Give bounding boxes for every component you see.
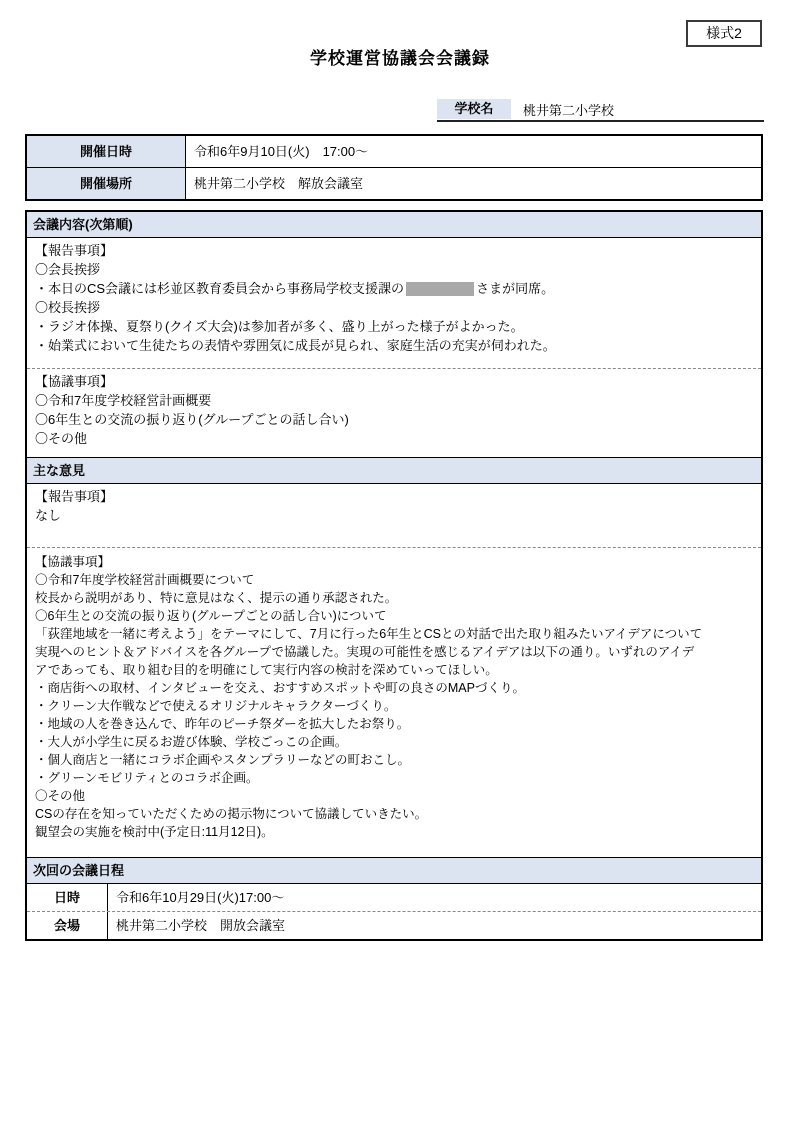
opinion-line: 〇6年生との交流の振り返り(グループごとの話し合い)について — [35, 609, 387, 623]
attendee-text-post: さまが同席。 — [476, 281, 555, 296]
minutes-table — [25, 210, 763, 941]
opinion-line: ・商店街への取材、インタビューを交え、おすすめスポットや町の良さのMAPづくり。 — [35, 681, 525, 695]
redacted-name-box — [406, 282, 474, 296]
meeting-datetime-value: 令和6年9月10日(火) 17:00～ — [194, 144, 369, 159]
opinions-discussion-cell — [27, 548, 761, 857]
opinion-line: 〇令和7年度学校経営計画概要について — [35, 573, 255, 587]
opinion-line: 実現へのヒント＆アドバイスを各グループで協議した。実現の可能性を感じるアイデアは以下の通り。いずれのアイデ — [35, 645, 695, 659]
report-heading: 【報告事項】 — [35, 243, 114, 258]
agenda-line: 〇令和7年度学校経営計画概要 — [35, 393, 212, 408]
meeting-place-value: 桃井第二小学校 解放会議室 — [194, 176, 364, 191]
table-row — [27, 168, 761, 199]
agenda-line: 〇6年生との交流の振り返り(グループごとの話し合い) — [35, 412, 349, 427]
form-number-label: 様式2 — [706, 25, 742, 41]
agenda-line: 〇会長挨拶 — [35, 262, 101, 277]
meeting-datetime-label: 開催日時 — [27, 136, 186, 167]
opinion-line: 観望会の実施を検討中(予定日:11月12日)。 — [35, 825, 274, 839]
opinion-line: なし — [35, 508, 62, 523]
form-number-box — [686, 20, 762, 47]
opinion-line: ・大人が小学生に戻るお遊び体験、学校ごっこの企画。 — [35, 735, 348, 749]
next-datetime-label: 日時 — [27, 884, 108, 911]
table-row — [27, 912, 761, 939]
school-name-row — [437, 98, 764, 122]
meeting-place-label: 開催場所 — [27, 168, 186, 199]
next-venue-value: 桃井第二小学校 開放会議室 — [116, 918, 286, 933]
agenda-line: ・始業式において生徒たちの表情や雰囲気に成長が見られ、家庭生活の充実が伺われた。 — [35, 338, 556, 353]
opinion-line: 「荻窪地域を一緒に考えよう」をテーマにして、7月に行った6年生とCSとの対話で出た取り組みたいアイデアについて — [35, 627, 703, 641]
report-heading: 【報告事項】 — [35, 489, 114, 504]
opinion-line: CSの存在を知っていただくための掲示物について協議していきたい。 — [35, 807, 428, 821]
discussion-heading: 【協議事項】 — [35, 374, 114, 389]
agenda-line: 〇その他 — [35, 431, 88, 446]
opinion-line: アであっても、取り組む目的を明確にして実行内容の検討を深めていってほしい。 — [35, 663, 498, 677]
attendee-text-pre: ・本日のCS会議には杉並区教育委員会から事務局学校支援課の — [35, 281, 405, 296]
agenda-line-attendee — [35, 279, 753, 298]
section-header-next-meeting: 次回の会議日程 — [27, 857, 761, 884]
discussion-heading: 【協議事項】 — [35, 555, 111, 569]
opinion-line: ・地域の人を巻き込んで、昨年のピーチ祭ダーを拡大したお祭り。 — [35, 717, 410, 731]
opinion-line: ・グリーンモビリティとのコラボ企画。 — [35, 771, 259, 785]
table-row — [27, 884, 761, 912]
opinions-report-cell — [27, 484, 761, 548]
meeting-info-table — [25, 134, 763, 201]
opinion-line: 〇その他 — [35, 789, 86, 803]
next-venue-label: 会場 — [27, 912, 108, 939]
section-header-opinions: 主な意見 — [27, 457, 761, 484]
next-datetime-value: 令和6年10月29日(火)17:00～ — [116, 890, 285, 905]
opinion-line: 校長から説明があり、特に意見はなく、提示の通り承認された。 — [35, 591, 398, 605]
document-title: 学校運営協議会会議録 — [310, 49, 490, 68]
dashed-divider — [27, 368, 761, 369]
agenda-line: ・ラジオ体操、夏祭り(クイズ大会)は参加者が多く、盛り上がった様子がよかった。 — [35, 319, 524, 334]
school-name-value: 桃井第二小学校 — [523, 102, 615, 118]
section-header-agenda: 会議内容(次第順) — [27, 212, 761, 238]
school-name-label: 学校名 — [437, 99, 511, 119]
opinion-line: ・クリーン大作戦などで使えるオリジナルキャラクターづくり。 — [35, 699, 397, 713]
table-row — [27, 136, 761, 168]
agenda-line: 〇校長挨拶 — [35, 300, 101, 315]
agenda-cell — [27, 238, 761, 457]
opinion-line: ・個人商店と一緒にコラボ企画やスタンプラリーなどの町おこし。 — [35, 753, 411, 767]
